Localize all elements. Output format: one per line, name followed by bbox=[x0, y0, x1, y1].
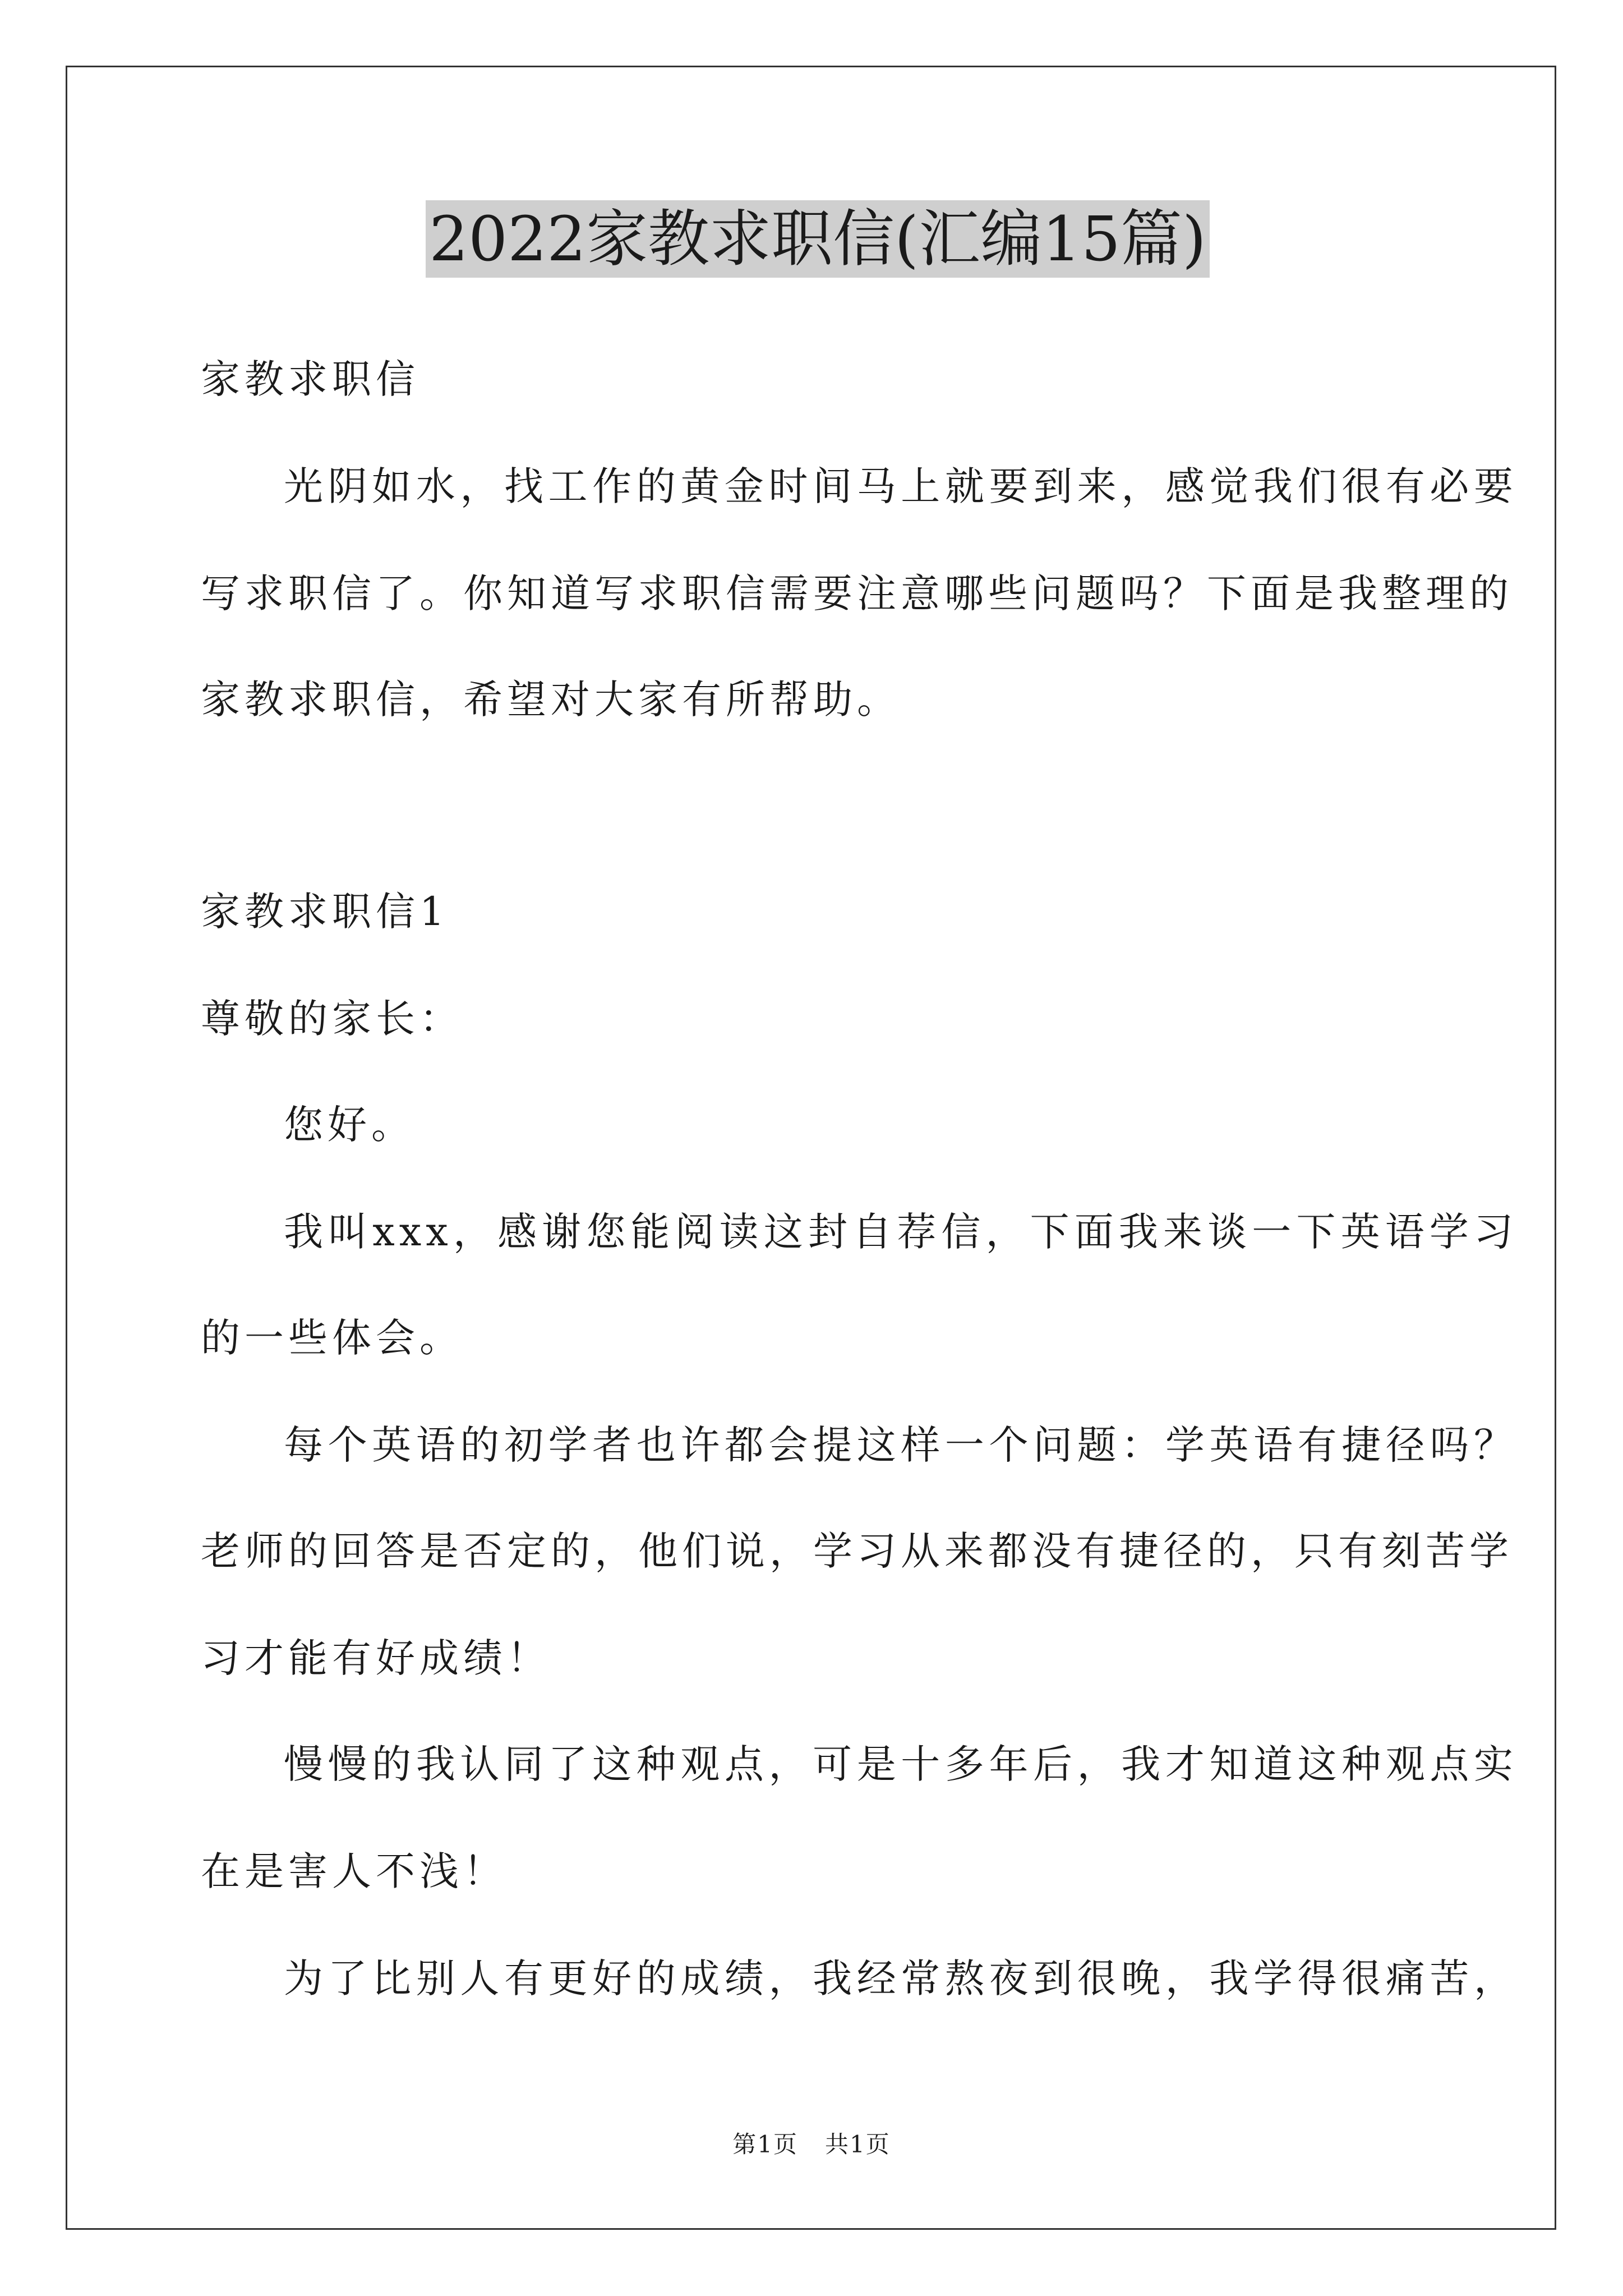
letter-heading: 家教求职信1 bbox=[201, 889, 449, 935]
page-footer bbox=[0, 2131, 1623, 2159]
paragraph-line: 的一些体会。 bbox=[201, 1315, 463, 1361]
greeting: 您好。 bbox=[284, 1102, 415, 1148]
page-total: 共1页 bbox=[825, 2131, 891, 2158]
paragraph-line: 老师的回答是否定的，他们说，学习从来都没有捷径的，只有刻苦学 bbox=[201, 1528, 1513, 1574]
paragraph-line: 为了比别人有更好的成绩，我经常熬夜到很晚，我学得很痛苦， bbox=[284, 1955, 1518, 2001]
page-number: 第1页 bbox=[732, 2131, 798, 2158]
paragraph-line: 我叫xxx，感谢您能阅读这封自荐信，下面我来谈一下英语学习 bbox=[284, 1209, 1518, 1255]
paragraph-line: 家教求职信，希望对大家有所帮助。 bbox=[201, 677, 901, 723]
salutation: 尊敬的家长： bbox=[201, 996, 463, 1042]
paragraph-line: 光阴如水，找工作的黄金时间马上就要到来，感觉我们很有必要 bbox=[284, 463, 1518, 509]
document-title: 2022家教求职信(汇编15篇) bbox=[426, 200, 1210, 278]
paragraph-line: 每个英语的初学者也许都会提这样一个问题：学英语有捷径吗？ bbox=[284, 1422, 1518, 1468]
paragraph-line: 写求职信了。你知道写求职信需要注意哪些问题吗？下面是我整理的 bbox=[201, 570, 1513, 616]
paragraph-line: 慢慢的我认同了这种观点，可是十多年后，我才知道这种观点实 bbox=[284, 1741, 1518, 1787]
paragraph-line: 习才能有好成绩！ bbox=[201, 1635, 551, 1681]
title-block bbox=[201, 200, 1435, 278]
section-heading: 家教求职信 bbox=[201, 356, 419, 402]
paragraph-line: 在是害人不浅！ bbox=[201, 1848, 507, 1894]
